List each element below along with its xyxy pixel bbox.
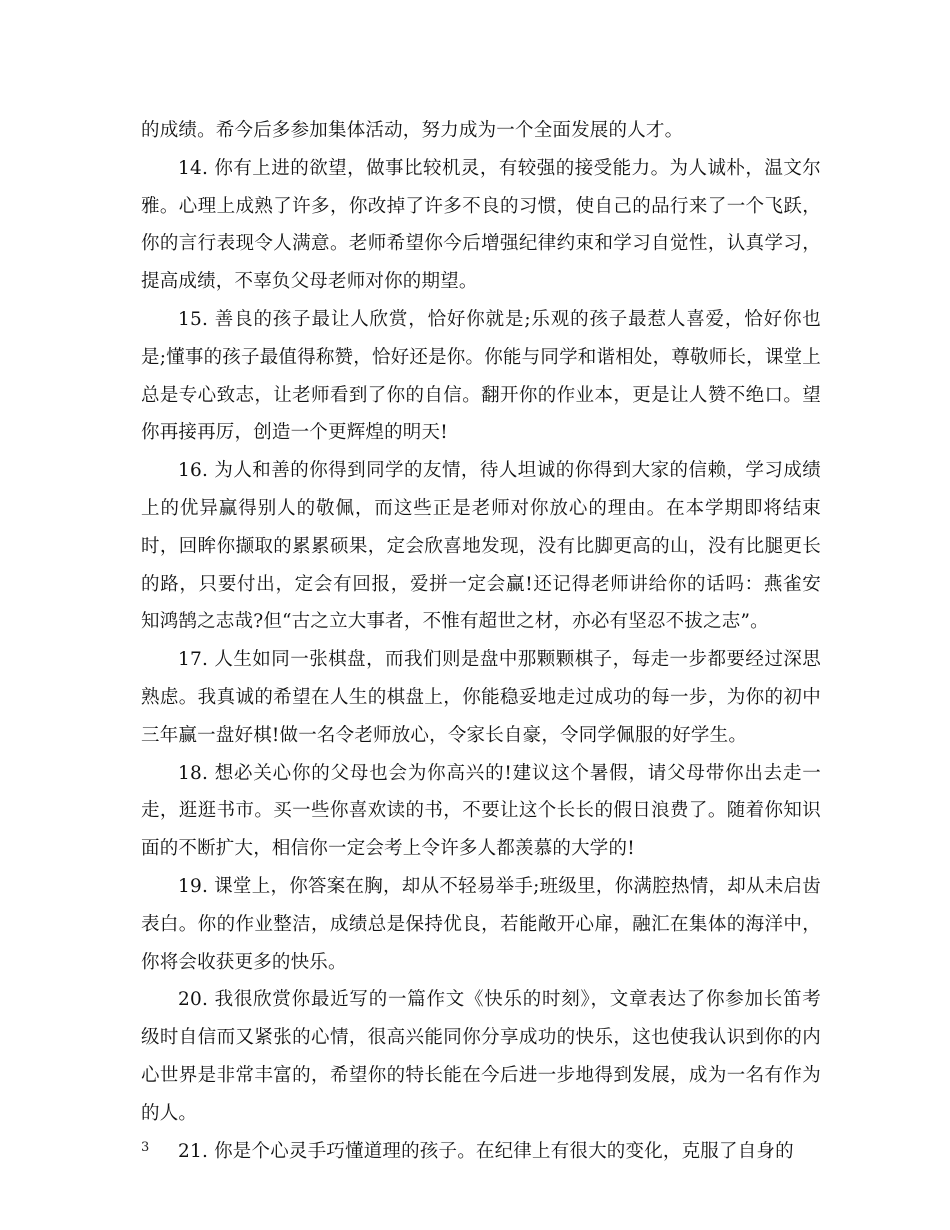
- paragraph-item-19: 19. 课堂上，你答案在胸，却从不轻易举手;班级里，你满腔热情，却从未启齿表白。你的作业整洁，成绩总是保持优良，若能敞开心扉，融汇在集体的海洋中，你将会收获更多的快乐。: [141, 875, 821, 973]
- paragraph-item-15: 15. 善良的孩子最让人欣赏，恰好你就是;乐观的孩子最惹人喜爱，恰好你也是;懂事的孩子最值得称赞，恰好还是你。你能与同学和谐相处，尊敬师长，课堂上总是专心致志，让老师看到了你的自信。翻开你的作业本，更是让人赞不绝口。望你再接再厉，创造一个更辉煌的明天!: [141, 308, 821, 444]
- paragraph-item-18: 18. 想必关心你的父母也会为你高兴的!建议这个暑假，请父母带你出去走一走，逛逛书市。买一些你喜欢读的书，不要让这个长长的假日浪费了。随着你知识面的不断扩大，相信你一定会考上令许多人都羡慕的大学的!: [141, 762, 821, 860]
- paragraph-item-21: 21. 你是个心灵手巧懂道理的孩子。在纪律上有很大的变化，克服了自身的: [178, 1140, 794, 1162]
- paragraph-item-17: 17. 人生如同一张棋盘，而我们则是盘中那颗颗棋子，每走一步都要经过深思熟虑。我真诚的希望在人生的棋盘上，你能稳妥地走过成功的每一步，为你的初中三年赢一盘好棋!做一名令老师放心，令家长自豪，令同学佩服的好学生。: [141, 649, 821, 746]
- paragraph-item-20: 20. 我很欣赏你最近写的一篇作文《快乐的时刻》，文章表达了你参加长笛考级时自信而又紧张的心情，很高兴能同你分享成功的快乐，这也使我认识到你的内心世界是非常丰富的，希望你的特长能在今后进一步地得到发展，成为一名有作为的人。: [141, 989, 821, 1124]
- page-number: 3: [141, 1140, 150, 1155]
- paragraph-item-14: 14. 你有上进的欲望，做事比较机灵，有较强的接受能力。为人诚朴，温文尔雅。心理上成熟了许多，你改掉了许多不良的习惯，使自己的品行来了一个飞跃，你的言行表现令人满意。老师希望你今后增强纪律约束和学习自觉性，认真学习，提高成绩，不辜负父母老师对你的期望。: [141, 157, 821, 293]
- paragraph-continuation: 的成绩。希今后多参加集体活动，努力成为一个全面发展的人才。: [141, 120, 684, 141]
- document-body: [141, 112, 821, 1170]
- paragraph-item-16: 16. 为人和善的你得到同学的友情，待人坦诚的你得到大家的信赖，学习成绩上的优异赢得别人的敬佩，而这些正是老师对你放心的理由。在本学期即将结束时，回眸你撷取的累累硕果，定会欣喜地发现，没有比脚更高的山，没有比腿更长的路，只要付出，定会有回报，爱拼一定会赢!还记得老师讲给你的话吗：燕雀安知鸿鹄之志哉?但“古之立大事者，不惟有超世之材，亦必有坚忍不拔之志”。: [141, 460, 821, 633]
